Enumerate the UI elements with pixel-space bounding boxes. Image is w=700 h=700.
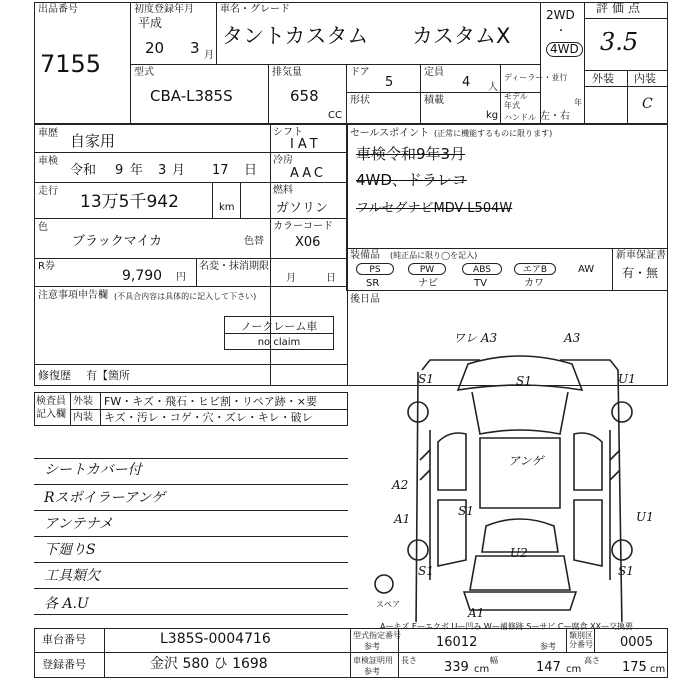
- reg-month: 3: [190, 39, 200, 57]
- inspector-label-1: 検査員: [36, 396, 66, 407]
- repair-label: 修復歴: [38, 369, 71, 382]
- cert-sub: 参考: [364, 667, 380, 676]
- mark-a3-right: A3: [564, 331, 581, 345]
- cc-unit: CC: [328, 110, 342, 121]
- mark-u1-top-right: U1: [618, 372, 636, 386]
- cap-label: 定員: [424, 67, 444, 78]
- car-name: タントカスタム: [222, 24, 369, 48]
- handle-value: 左・右: [540, 111, 570, 122]
- doors: 5: [385, 75, 394, 90]
- int-grade: C: [642, 96, 653, 112]
- plate-label: 登録番号: [42, 658, 86, 671]
- length-label: 長さ: [401, 656, 417, 665]
- type-cert-sub: 参考: [364, 642, 380, 651]
- ext-terms: FW・キズ・飛石・ヒビ割・リペア跡・×要: [104, 395, 317, 408]
- equip-airbag: エアB: [514, 263, 556, 275]
- shaken-day-unit: 日: [244, 163, 258, 178]
- inspector-note-3: アンテナメ: [44, 516, 113, 532]
- ac: AAC: [290, 166, 326, 181]
- kg-unit: kg: [486, 110, 499, 121]
- int-label: 内装: [634, 72, 656, 85]
- length-unit: cm: [474, 664, 490, 675]
- int-tag: 内装: [73, 412, 93, 423]
- recolor-label: 色替: [244, 236, 264, 247]
- fuel: ガソリン: [276, 201, 329, 216]
- equip-leather: カワ: [524, 278, 544, 289]
- ext-tag: 外装: [73, 396, 93, 407]
- mark-s1-bottom-right: S1: [618, 564, 634, 578]
- chassis-label: 車台番号: [42, 633, 86, 646]
- mark-u2: U2: [510, 546, 528, 560]
- car-grade: カスタムX: [412, 24, 511, 48]
- km-unit: km: [219, 202, 235, 213]
- notes-sub: (不具合内容は具体的に記入して下さい): [114, 292, 257, 301]
- shaken-day: 17: [212, 163, 229, 178]
- history-label: 車歴: [38, 128, 58, 139]
- drive-dot: ・: [556, 26, 566, 37]
- type-cert-label: 型式指定番号: [353, 631, 401, 640]
- name-change-label: 名変・抹消期限: [199, 261, 269, 272]
- class-label: 類別区分番号: [569, 631, 593, 649]
- ac-label: 冷房: [273, 155, 293, 166]
- equip-aw: AW: [578, 264, 595, 275]
- mark-u1-mid-right: U1: [636, 510, 654, 524]
- mark-s1-bottom-left: S1: [418, 564, 434, 578]
- mileage: 13万5千942: [80, 192, 179, 212]
- shaken-label: 車検: [38, 156, 58, 167]
- eval-score: 3.5: [600, 28, 639, 56]
- shaken-era: 令和: [70, 163, 97, 178]
- model: CBA-L385S: [150, 87, 233, 105]
- width-unit: cm: [566, 664, 582, 675]
- door-label: ドア: [350, 67, 370, 78]
- drive-2wd: 2WD: [546, 8, 575, 22]
- sales-point-2: 4WD、ドラレコ: [356, 171, 467, 189]
- shaken-month-unit: 月: [172, 163, 186, 178]
- reg-month-unit: 月: [204, 50, 214, 61]
- mark-s1-mid: S1: [458, 504, 474, 518]
- lot-label: 出品番号: [38, 4, 78, 15]
- int-terms: キズ・汚レ・コゲ・穴・ズレ・キレ・破レ: [104, 411, 313, 424]
- shift-label: シフト: [273, 127, 303, 138]
- eval-label: 評価点: [596, 1, 645, 15]
- shaken-year-unit: 年: [130, 163, 144, 178]
- height: 175: [622, 660, 647, 675]
- code-label: カラーコード: [273, 221, 333, 232]
- r-label: R券: [38, 261, 55, 272]
- mileage-label: 走行: [38, 186, 58, 197]
- model-year-label: モデル年式: [504, 92, 528, 110]
- after-label: 後日品: [350, 294, 380, 305]
- mark-s1-top-center: S1: [516, 374, 532, 388]
- reg-label: 初度登録年月: [134, 4, 194, 15]
- chassis-number: L385S-0004716: [160, 631, 271, 647]
- sales-point-3: フルセグナビMDV-L504W: [356, 201, 513, 216]
- equip-abs: ABS: [462, 263, 502, 275]
- handle-label: ハンドル: [504, 113, 536, 122]
- car-name-label: 車名・グレード: [220, 4, 290, 15]
- inspector-note-1: シートカバー付: [44, 462, 142, 478]
- mark-a2: A2: [392, 478, 409, 492]
- height-label: 高さ: [584, 656, 600, 665]
- load-label: 積載: [424, 95, 444, 106]
- fuel-label: 燃料: [273, 185, 293, 196]
- displacement: 658: [290, 87, 319, 105]
- damage-legend: A—キズ E—エクボ U—凹み W—補修跡 S—サビ C—腐食 XX—交換要: [380, 622, 634, 631]
- width: 147: [536, 660, 561, 675]
- cert-label: 車検証明用: [353, 656, 393, 665]
- equip-label: 装備品: [350, 250, 380, 261]
- plate-number: 金沢 580 ひ 1698: [150, 656, 268, 672]
- inspector-note-2: Rスポイラーアンゲ: [44, 490, 166, 506]
- color-label: 色: [38, 222, 48, 233]
- equip-sub: (純正品に限り◯を記入): [390, 251, 478, 260]
- drive-4wd: 4WD: [546, 42, 583, 57]
- noclaim-jp: ノークレーム車: [240, 320, 318, 333]
- mark-a1-bottom: A1: [468, 606, 485, 620]
- spare-label: スペア: [376, 600, 400, 609]
- yen-unit: 円: [176, 272, 186, 283]
- day-word: 日: [326, 273, 336, 284]
- height-unit: cm: [650, 664, 666, 675]
- warranty-value: 有・無: [622, 266, 659, 280]
- person-unit: 人: [488, 82, 498, 93]
- equip-pw: PW: [408, 263, 446, 275]
- history: 自家用: [70, 132, 116, 150]
- noclaim-en: no claim: [257, 337, 301, 348]
- width-label: 幅: [490, 656, 498, 665]
- shift: IAT: [290, 137, 322, 152]
- shaken-year: 9: [115, 163, 124, 178]
- ext-label: 外装: [592, 72, 614, 85]
- class-sub: 参考: [540, 642, 556, 651]
- reg-year: 20: [145, 39, 165, 57]
- type-cert: 16012: [436, 635, 478, 650]
- length: 339: [444, 660, 469, 675]
- sales-sub: (正常に機能するものに限ります): [434, 129, 553, 138]
- mark-wale-a3: ワレ A3: [453, 331, 498, 345]
- sales-label: セールスポイント: [350, 128, 430, 139]
- equip-ps: PS: [356, 263, 394, 275]
- inspector-label-2: 記入欄: [36, 409, 66, 420]
- color-code: X06: [295, 235, 321, 250]
- inspector-note-6: 各 A.U: [44, 596, 89, 612]
- mark-s1-top-left: S1: [418, 372, 434, 386]
- inspector-note-4: 下廻りS: [44, 542, 96, 558]
- model-label: 型式: [134, 67, 154, 78]
- mark-ange: アンゲ: [508, 454, 544, 468]
- dealer-label: ディーラー・並行: [504, 73, 568, 82]
- repair-value: 有【箇所: [86, 369, 130, 382]
- equip-tv: TV: [474, 278, 487, 289]
- lot-number: 7155: [40, 50, 102, 78]
- warranty-label: 新車保証書: [616, 250, 666, 261]
- shape-label: 形状: [350, 95, 370, 106]
- year-unit: 年: [574, 98, 582, 107]
- r-value: 9,790: [122, 268, 163, 284]
- sales-point-1: 車検令和9年3月: [356, 145, 466, 163]
- class-number: 0005: [620, 635, 654, 650]
- color: ブラックマイカ: [72, 234, 163, 249]
- inspector-note-5: 工具類欠: [44, 568, 100, 584]
- reg-era: 平成: [138, 16, 163, 30]
- month-word: 月: [286, 273, 296, 284]
- mark-a1-left: A1: [394, 512, 411, 526]
- disp-label: 排気量: [272, 67, 302, 78]
- equip-sr: SR: [366, 278, 380, 289]
- equip-navi: ナビ: [418, 278, 438, 289]
- notes-label: 注意事項申告欄: [38, 290, 108, 301]
- capacity: 4: [462, 75, 471, 90]
- shaken-month: 3: [158, 163, 167, 178]
